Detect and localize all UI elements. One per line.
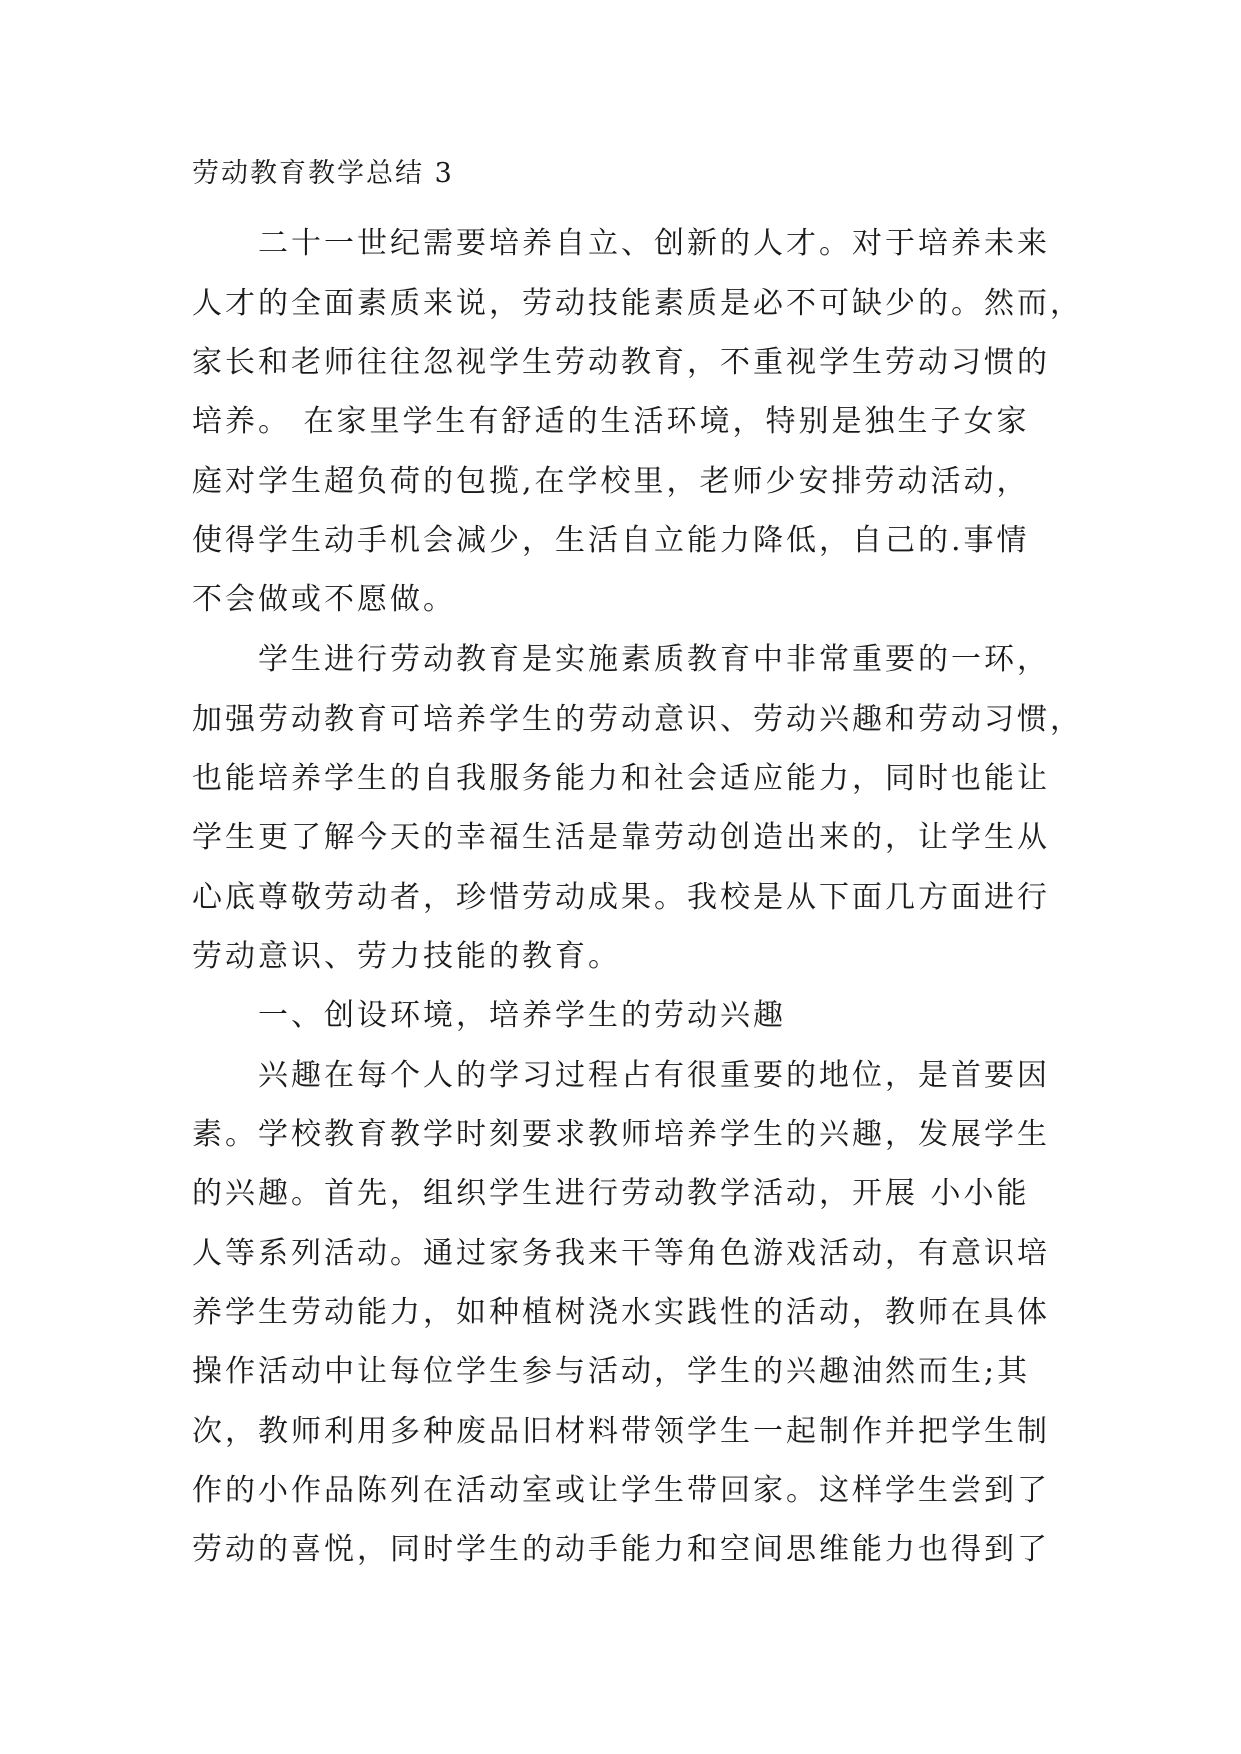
text-line: 也能培养学生的自我服务能力和社会适应能力，同时也能让	[192, 761, 1050, 796]
text-line: 劳动的喜悦，同时学生的动手能力和空间思维能力也得到了	[192, 1532, 1050, 1567]
text-line: 学生进行劳动教育是实施素质教育中非常重要的一环，	[192, 642, 1050, 677]
text-line: 次，教师利用多种废品旧材料带领学生一起制作并把学生制	[192, 1414, 1050, 1449]
text-line: 人等系列活动。通过家务我来干等角色游戏活动，有意识培	[192, 1236, 1050, 1271]
text-line: 庭对学生超负荷的包揽,在学校里，老师少安排劳动活动，	[192, 464, 1030, 499]
text-line: 使得学生动手机会减少，生活自立能力降低，自己的.事情	[192, 523, 1030, 558]
text-line: 兴趣在每个人的学习过程占有很重要的地位，是首要因	[192, 1058, 1050, 1093]
text-line: 培养。 在家里学生有舒适的生活环境，特别是独生子女家	[192, 404, 1030, 439]
text-line: 操作活动中让每位学生参与活动，学生的兴趣油然而生;其	[192, 1354, 1031, 1389]
text-line: 素。学校教育教学时刻要求教师培养学生的兴趣，发展学生	[192, 1117, 1050, 1152]
text-line: 家长和老师往往忽视学生劳动教育，不重视学生劳动习惯的	[192, 345, 1050, 380]
text-line: 学生更了解今天的幸福生活是靠劳动创造出来的，让学生从	[192, 820, 1050, 855]
text-line: 二十一世纪需要培养自立、创新的人才。对于培养未来	[192, 226, 1050, 261]
section-heading: 一、创设环境，培养学生的劳动兴趣	[192, 998, 786, 1033]
text-line: 劳动意识、劳力技能的教育。	[192, 939, 621, 974]
text-line: 心底尊敬劳动者，珍惜劳动成果。我校是从下面几方面进行	[192, 880, 1050, 915]
text-line: 人才的全面素质来说，劳动技能素质是必不可缺少的。然而，	[192, 286, 1083, 321]
document-title: 劳动教育教学总结 3	[192, 158, 454, 189]
text-line: 养学生劳动能力，如种植树浇水实践性的活动，教师在具体	[192, 1295, 1050, 1330]
text-line: 不会做或不愿做。	[192, 582, 456, 617]
text-line: 的兴趣。首先，组织学生进行劳动教学活动，开展 小小能	[192, 1176, 1030, 1211]
text-line: 加强劳动教育可培养学生的劳动意识、劳动兴趣和劳动习惯，	[192, 702, 1083, 737]
text-line: 作的小作品陈列在活动室或让学生带回家。这样学生尝到了	[192, 1473, 1050, 1508]
